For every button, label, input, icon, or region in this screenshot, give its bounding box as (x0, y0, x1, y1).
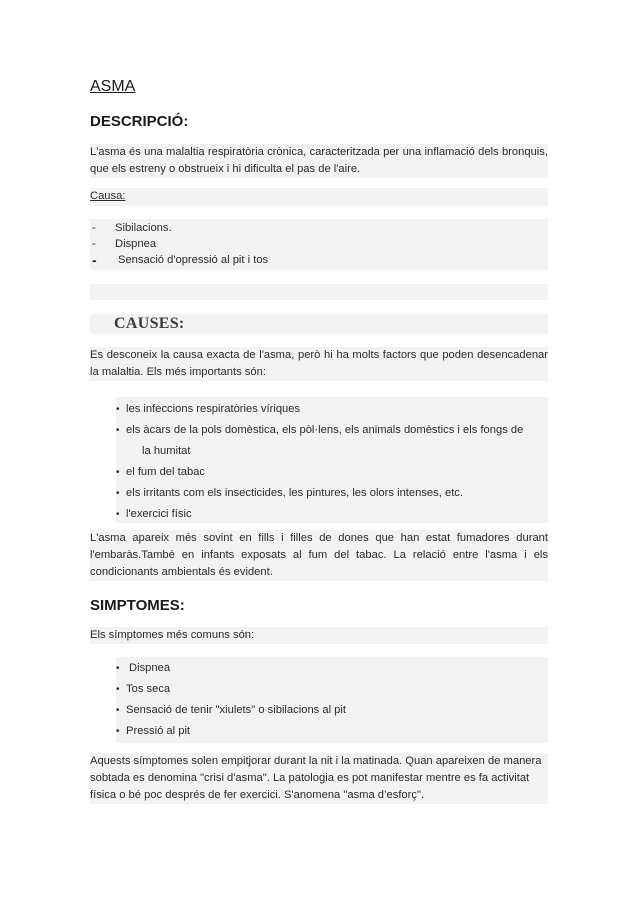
list-item (116, 462, 548, 483)
list-item-text: Dispnea (129, 662, 171, 674)
list-item (116, 721, 548, 742)
bullet-icon: • (116, 425, 120, 436)
list-item-text: l'exercici físic (126, 508, 192, 520)
dash-marker: - (92, 222, 96, 234)
list-item (116, 700, 548, 721)
causa-label: Causa: (90, 188, 548, 206)
list-item (116, 679, 548, 700)
simptomes-outro: Aquests símptomes solen empitjorar durant la nit i la matinada. Quan apareixen de manera sobtada es denomina "crisi d'asma". La patologia es pot manifestar mentre es fa activitat física o bé poc després de fer exercici. S'anomena "asma d’esforç". (90, 753, 548, 804)
dash-marker: - (92, 238, 96, 250)
list-item-text: Pressió al pit (126, 725, 191, 737)
causes-intro: Es desconeix la causa exacta de l'asma, però hi ha molts factors que poden desencadenar la malaltia. Els més importants són: (90, 347, 548, 381)
dash-marker: - (92, 252, 97, 268)
empty-paragraph (90, 284, 548, 300)
bullet-icon: • (116, 467, 120, 478)
list-item (116, 658, 548, 679)
list-item-continuation: la humitat (142, 445, 191, 457)
causa-list (90, 219, 548, 270)
list-item-text: Dispnea (115, 238, 157, 250)
list-item-text: Sensació d'opressió al pit i tos (118, 254, 269, 266)
bullet-icon: • (116, 705, 120, 716)
list-item-text: Tos seca (126, 683, 171, 695)
list-item-text: el fum del tabac (126, 466, 205, 478)
list-item (90, 252, 548, 268)
descripcio-text: L'asma és una malaltia respiratòria crònica, caracteritzada per una inflamació dels bronquis, que els estreny o obstrueix i hi dificulta el pas de l'aire. (90, 144, 548, 178)
list-item-text: els àcars de la pols domèstica, els pòl·lens, els animals domèstics i els fongs de (126, 424, 524, 436)
descripcio-heading: DESCRIPCIÓ: (90, 113, 189, 130)
bullet-icon: • (116, 663, 120, 674)
bullet-icon: • (116, 509, 120, 520)
list-item (90, 236, 548, 252)
simptomes-list (116, 657, 548, 743)
bullet-icon: • (116, 404, 120, 415)
list-item-text: Sibilacions. (115, 222, 172, 234)
causes-outro: L'asma apareix més sovint en fills i filles de dones que han estat fumadores durant l'embaràs.També en infants exposats al fum del tabac. La relació entre l'asma i els condicionants ambientals és evident. (90, 530, 548, 581)
bullet-icon: • (116, 726, 120, 737)
bullet-icon: • (116, 684, 120, 695)
causes-list (116, 397, 548, 523)
list-item (116, 420, 548, 462)
simptomes-intro: Els símptomes més comuns són: (90, 627, 548, 644)
list-item-text: els irritants com els insecticides, les pintures, les olors intenses, etc. (126, 487, 464, 499)
causes-heading-row (90, 314, 548, 334)
list-item-text: les infeccions respiratòries víriques (126, 403, 301, 415)
simptomes-heading: SIMPTOMES: (90, 597, 185, 614)
causes-heading: CAUSES: (114, 315, 185, 332)
list-item-text: Sensació de tenir "xiulets" o sibilacions al pit (126, 704, 346, 716)
list-item (90, 220, 548, 236)
list-item (116, 504, 548, 525)
list-item (116, 483, 548, 504)
document-title: ASMA (90, 78, 136, 95)
list-item (116, 399, 548, 420)
bullet-icon: • (116, 488, 120, 499)
